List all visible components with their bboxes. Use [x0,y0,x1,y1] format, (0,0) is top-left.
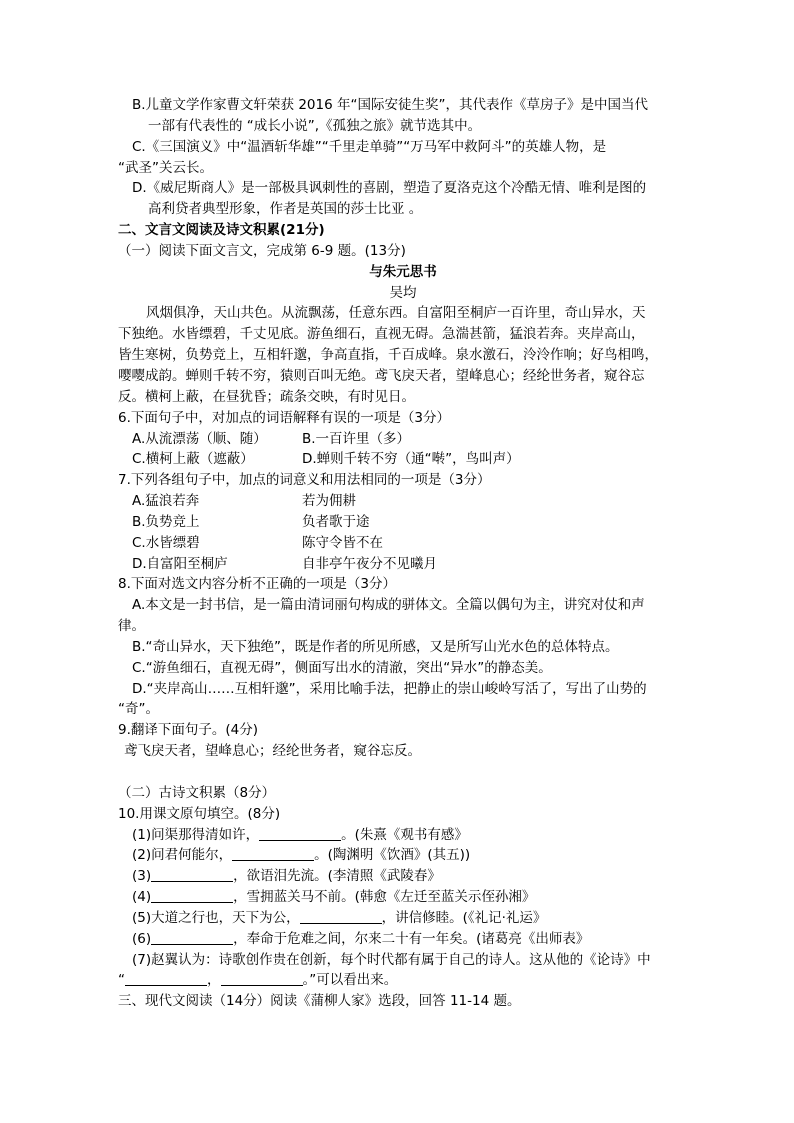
q10-item-7: (7)赵翼认为：诗歌创作贵在创新，每个时代都有属于自己的诗人。这从他的《论诗》中 [132,951,651,968]
q10-text: (1)问渠那得清如许， [132,826,260,843]
q10-text: (4) [132,889,152,906]
q6-option-c: C.横柯上蔽（遮蔽） [132,451,254,468]
passage-line: 嘤嘤成韵。蝉则千转不穷，猿则百叫无绝。鸢飞戾天者，望峰息心；经纶世务者，窥谷忘 [118,367,645,384]
q7-row [118,554,688,575]
q6-row [118,429,688,450]
q10-item-5 [118,908,688,929]
q7-left: B.负势竞上 [132,513,200,530]
q10-item-4 [118,887,688,908]
q9-stem: 9.翻译下面句子。(4分) [118,722,259,739]
q10-item-6 [118,929,688,950]
fill-blank[interactable] [221,971,303,986]
q5-option-b: B.儿童文学作家曹文轩荣获 2016 年“国际安徒生奖”，其代表作《草房子》是中国当代 [132,97,648,113]
q10-text: (6) [132,930,152,947]
q7-right: 若为佣耕 [302,493,356,510]
part2-heading: （二）古诗文积累（8分） [118,784,276,801]
q7-right: 陈守令皆不在 [302,534,383,551]
q7-row [118,512,688,533]
q7-row [118,491,688,512]
comma: ， [207,972,221,989]
passage-line: 反。横柯上蔽，在昼犹昏；疏条交映，有时见日。 [118,388,415,405]
q5-option-d-cont: 高利贷者典型形象，作者是英国的莎士比亚 。 [148,201,423,218]
q10-source: ，雪拥蓝关马不前。(韩愈《左迁至蓝关示侄孙湘》 [233,889,536,906]
q10-item-1 [118,825,688,846]
q10-source: 。(陶渊明《饮酒》(其五)) [314,847,471,864]
q8-option-b: B.“奇山异水，天下独绝”，既是作者的所见所感，又是所写山光水色的总体特点。 [132,638,619,655]
q7-right: 自非亭午夜分不见曦月 [302,555,437,572]
q8-stem: 8.下面对选文内容分析不正确的一项是（3分） [118,576,396,593]
q6-row [118,449,688,470]
q10-item-3 [118,866,688,887]
fill-blank[interactable] [151,930,233,945]
q5-option-b-cont: 一部有代表性的 “成长小说”,《孤独之旅》就节选其中。 [148,117,482,134]
section2-heading: 二、文言文阅读及诗文积累(21分) [118,222,325,239]
q9-sentence: 鸢飞戾天者，望峰息心；经纶世务者，窥谷忘反。 [124,743,421,760]
passage-author: 吴均 [389,284,417,301]
q8-option-a: A.本文是一封书信，是一篇由清词丽句构成的骈体文。全篇以偶句为主，讲究对仗和声 [132,597,645,614]
q10-text: (3) [132,868,152,885]
fill-blank[interactable] [300,909,382,924]
part1-heading: （一）阅读下面文言文，完成第 6-9 题。(13分) [118,242,406,259]
q7-right: 负者歌于途 [302,513,370,530]
q6-stem: 6.下面句子中，对加点的词语解释有误的一项是（3分） [118,409,450,426]
q7-row [118,533,688,554]
q5-option-c-cont: “武圣”关云长。 [118,159,213,176]
q10-item-7-cont [118,970,688,991]
fill-blank[interactable] [151,867,233,882]
q10-text: (5)大道之行也，天下为公， [132,909,300,926]
exam-page [118,95,688,1012]
q5-option-d: D.《威尼斯商人》是一部极具讽刺性的喜剧，塑造了夏洛克这个冷酷无情、唯利是图的 [132,180,647,197]
quote-mark: “ [118,972,125,989]
q10-source: ，欲语泪先流。(李清照《武陵春》 [233,868,441,885]
passage-line: 下独绝。水皆缥碧，千丈见底。游鱼细石，直视无碍。急湍甚箭，猛浪若奔。夹岸高山， [118,326,645,343]
passage-line: 皆生寒树，负势竞上，互相轩邈，争高直指，千百成峰。泉水激石，泠泠作响；好鸟相鸣， [118,347,658,364]
q6-option-b: B.一百许里（多） [302,430,411,447]
q7-left: D.自富阳至桐庐 [132,555,228,572]
q6-option-a: A.从流漂荡（顺、随） [132,430,267,447]
passage-title: 与朱元思书 [369,263,437,280]
q5-option-c: C.《三国演义》中“温酒斩华雄”“千里走单骑”“万马军中救阿斗”的英雄人物，是 [132,138,607,155]
q8-option-d-cont: “奇”。 [118,701,159,718]
q7-left: A.猛浪若奔 [132,493,200,510]
q10-item-2 [118,845,688,866]
fill-blank[interactable] [259,826,341,841]
q10-tail: 。”可以看出来。 [302,972,398,989]
q10-source: ，奉命于危难之间，尔来二十有一年矣。(诸葛亮《出师表》 [233,930,590,947]
q7-stem: 7.下列各组句子中，加点的词意义和用法相同的一项是（3分） [118,472,491,489]
section3-heading: 三、现代文阅读（14分）阅读《蒲柳人家》选段，回答 11-14 题。 [118,993,521,1010]
q10-stem: 10.用课文原句填空。(8分) [118,805,281,822]
fill-blank[interactable] [232,846,314,861]
q8-option-a-cont: 律。 [118,618,145,635]
fill-blank[interactable] [151,888,233,903]
passage-line: 风烟俱净，天山共色。从流飘荡，任意东西。自富阳至桐庐一百许里，奇山异水，天 [146,305,646,322]
fill-blank[interactable] [125,971,207,986]
q7-left: C.水皆缥碧 [132,534,200,551]
q8-option-c: C.“游鱼细石，直视无碍”，侧面写出水的清澈，突出“异水”的静态美。 [132,659,552,676]
q10-source: ，讲信修睦。(《礼记·礼运》 [381,909,547,926]
q6-option-d: D.蝉则千转不穷（通“啭”，鸟叫声） [302,451,520,468]
q8-option-d: D.“夹岸高山……互相轩邈”，采用比喻手法，把静止的崇山峻岭写活了，写出了山势的 [132,680,647,697]
q10-source: 。(朱熹《观书有感》 [341,826,468,843]
q10-text: (2)问君何能尔， [132,847,233,864]
